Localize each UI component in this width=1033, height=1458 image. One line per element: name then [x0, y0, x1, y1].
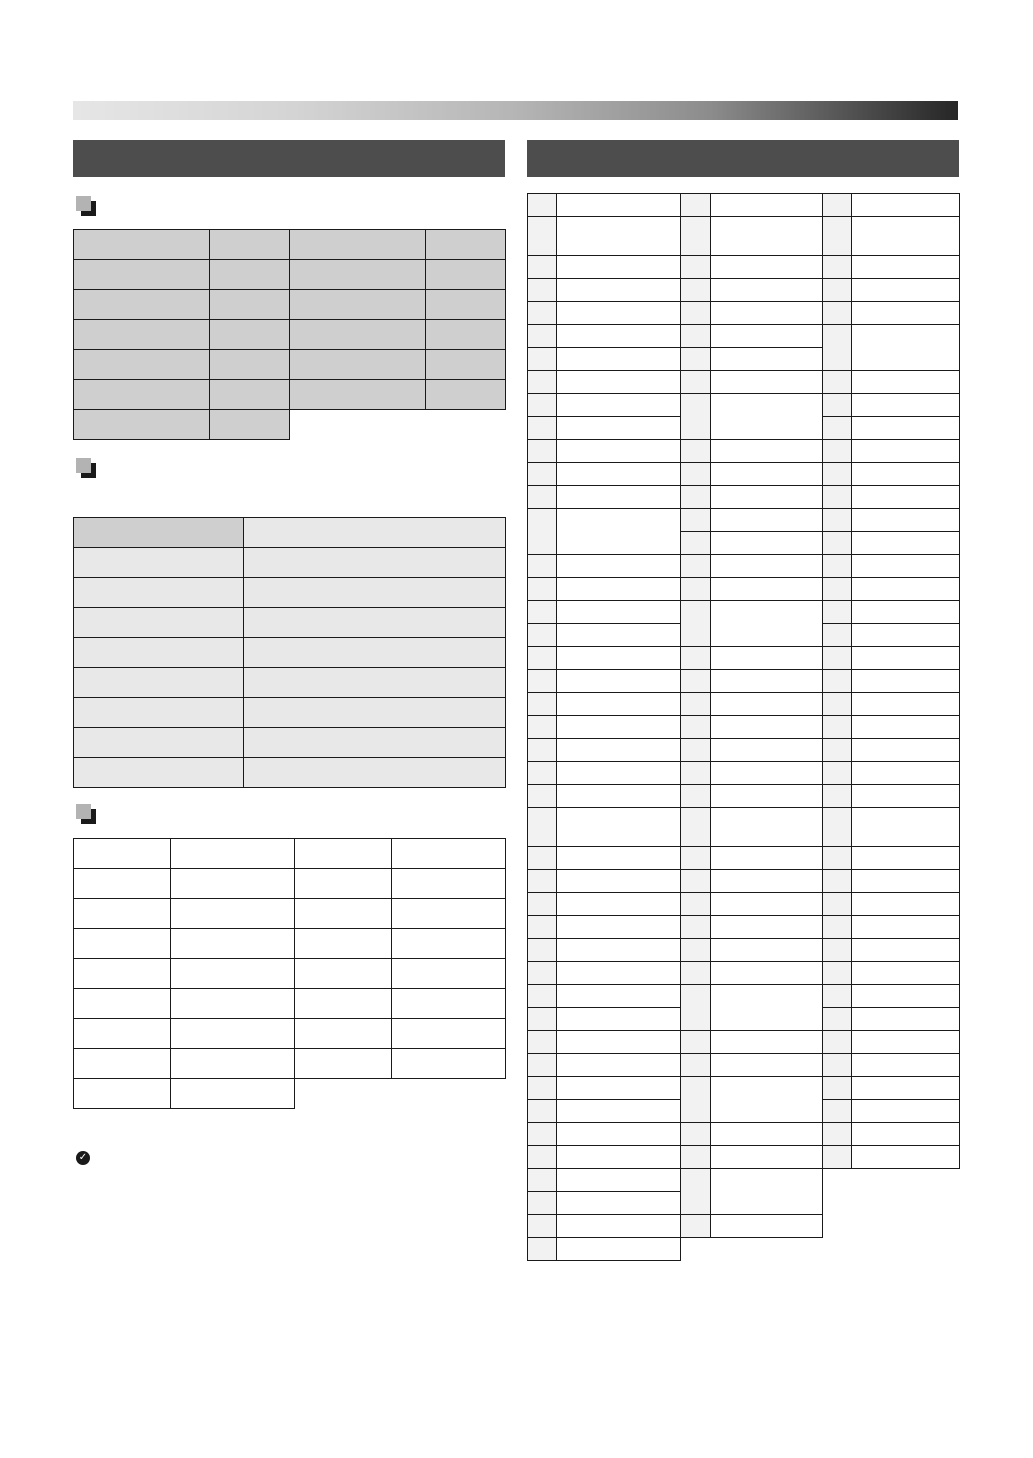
- table-row: [823, 1054, 960, 1077]
- table-row: [823, 1123, 960, 1146]
- right-grid-area: [527, 193, 959, 1260]
- table-row: [681, 1054, 823, 1077]
- table-row: [823, 1146, 960, 1169]
- table-row: [681, 555, 823, 578]
- table-row: [823, 555, 960, 578]
- table-row: [823, 785, 960, 808]
- right-section-header: [527, 140, 959, 177]
- table-2: [73, 517, 506, 788]
- table-row: [823, 601, 960, 624]
- table-row: [681, 578, 823, 601]
- table-row: [528, 555, 681, 578]
- table-row: [528, 870, 681, 893]
- table-row: [823, 808, 960, 847]
- table-row: [74, 899, 506, 929]
- square-bullet-icon: [76, 458, 96, 478]
- table-row: [74, 260, 506, 290]
- table-row: [681, 371, 823, 394]
- table-row: [681, 394, 823, 440]
- table-row: [823, 394, 960, 417]
- table-3: [73, 838, 506, 1109]
- table-row: [823, 693, 960, 716]
- table-row: [74, 1049, 506, 1079]
- table-row: [823, 962, 960, 985]
- table-row: [681, 1123, 823, 1146]
- table-row: [681, 194, 823, 217]
- table-row: [681, 440, 823, 463]
- table-row: [528, 1238, 681, 1261]
- table-row: [528, 962, 681, 985]
- table-row: [528, 762, 681, 785]
- table-row: [823, 916, 960, 939]
- table-row: [528, 394, 681, 417]
- table-row: [681, 870, 823, 893]
- table-row: [823, 486, 960, 509]
- table-row: [681, 1031, 823, 1054]
- table-row: [681, 1146, 823, 1169]
- table-row: [74, 989, 506, 1019]
- table-row: [823, 739, 960, 762]
- table-row: [823, 194, 960, 217]
- table-row: [528, 601, 681, 624]
- table-row: [74, 230, 506, 260]
- table-row: [823, 440, 960, 463]
- table-row: [681, 762, 823, 785]
- table-row: [823, 217, 960, 256]
- table-row: [74, 1019, 506, 1049]
- table-row: [823, 279, 960, 302]
- table-row: [823, 985, 960, 1008]
- table-row: [681, 962, 823, 985]
- table-row: [823, 325, 960, 371]
- table-1: [73, 229, 506, 440]
- table-row: [681, 693, 823, 716]
- table-row: [74, 959, 506, 989]
- table-row: [823, 1100, 960, 1123]
- table-row: [823, 417, 960, 440]
- table-row: [823, 1077, 960, 1100]
- table-row: [528, 486, 681, 509]
- table-row: [528, 893, 681, 916]
- table-row: [681, 486, 823, 509]
- table-row: [528, 693, 681, 716]
- table-row: [74, 320, 506, 350]
- table-row: [528, 217, 681, 256]
- table-row: [681, 808, 823, 847]
- table-row: [823, 847, 960, 870]
- table-row: [681, 302, 823, 325]
- table-row: [823, 578, 960, 601]
- table-row: [74, 1079, 506, 1109]
- table-row: [681, 939, 823, 962]
- table-row: [823, 624, 960, 647]
- table-row: [528, 985, 681, 1008]
- table-row: [528, 1077, 681, 1100]
- table-row: [528, 1169, 681, 1192]
- table-row: [681, 716, 823, 739]
- table-row: [823, 1008, 960, 1031]
- table-row: [74, 929, 506, 959]
- table-row: [681, 348, 823, 371]
- table-row: [528, 1100, 681, 1123]
- table-row: [74, 608, 506, 638]
- table-row: [528, 463, 681, 486]
- table-row: [528, 647, 681, 670]
- table-row: [74, 380, 506, 410]
- table-row: [74, 548, 506, 578]
- table-row: [681, 532, 823, 555]
- table-row: [528, 256, 681, 279]
- table-row: [681, 985, 823, 1031]
- table-row: [528, 417, 681, 440]
- table-row: [823, 762, 960, 785]
- table-row: [823, 256, 960, 279]
- square-bullet-icon: [76, 196, 96, 216]
- table-row: [74, 638, 506, 668]
- checkmark-icon: ✓: [76, 1151, 90, 1165]
- table-row: [681, 325, 823, 348]
- table-row: [74, 518, 506, 548]
- table-row: [681, 217, 823, 256]
- table-row: [681, 893, 823, 916]
- table-row: [823, 870, 960, 893]
- table-row: [74, 668, 506, 698]
- table-row: [528, 1123, 681, 1146]
- table-row: [74, 350, 506, 380]
- table-row: [528, 440, 681, 463]
- code-table-2: [680, 193, 823, 1238]
- top-gradient-bar: [73, 101, 958, 120]
- code-table-1: [527, 193, 681, 1261]
- table-row: [528, 716, 681, 739]
- table-row: [823, 893, 960, 916]
- square-bullet-icon: [76, 804, 96, 824]
- table-row: [74, 728, 506, 758]
- table-row: [528, 847, 681, 870]
- table-row: [528, 624, 681, 647]
- table-row: [823, 1031, 960, 1054]
- table-row: [823, 463, 960, 486]
- table-row: [528, 939, 681, 962]
- table-row: [528, 785, 681, 808]
- table-row: [823, 647, 960, 670]
- table-row: [528, 348, 681, 371]
- table-row: [681, 1215, 823, 1238]
- table-row: [528, 509, 681, 555]
- table-row: [528, 279, 681, 302]
- table-row: [528, 1031, 681, 1054]
- table-row: [681, 463, 823, 486]
- table-row: [681, 509, 823, 532]
- table-row: [528, 325, 681, 348]
- table-row: [823, 371, 960, 394]
- table-row: [74, 578, 506, 608]
- table-row: [681, 1169, 823, 1215]
- table-row: [681, 601, 823, 647]
- table-row: [823, 532, 960, 555]
- table-row: [528, 670, 681, 693]
- code-table-3: [822, 193, 960, 1169]
- table-row: [74, 758, 506, 788]
- left-section-header: [73, 140, 505, 177]
- table-row: [823, 509, 960, 532]
- table-row: [823, 302, 960, 325]
- table-row: [74, 410, 506, 440]
- table-row: [528, 1215, 681, 1238]
- table-row: [528, 302, 681, 325]
- table-row: [528, 194, 681, 217]
- table-row: [528, 1192, 681, 1215]
- table-row: [528, 1008, 681, 1031]
- table-row: [528, 916, 681, 939]
- table-row: [681, 739, 823, 762]
- table-row: [528, 578, 681, 601]
- table-row: [681, 279, 823, 302]
- table-row: [528, 808, 681, 847]
- table-row: [528, 1054, 681, 1077]
- table-row: [681, 1077, 823, 1123]
- table-row: [681, 256, 823, 279]
- table-row: [74, 290, 506, 320]
- table-row: [528, 1146, 681, 1169]
- table-row: [74, 698, 506, 728]
- table-row: [74, 869, 506, 899]
- table-row: [823, 670, 960, 693]
- table-row: [681, 785, 823, 808]
- table-row: [823, 716, 960, 739]
- table-row: [681, 670, 823, 693]
- table-row: [528, 371, 681, 394]
- table-row: [681, 847, 823, 870]
- table-row: [681, 916, 823, 939]
- table-row: [74, 839, 506, 869]
- table-row: [528, 739, 681, 762]
- table-row: [681, 647, 823, 670]
- table-row: [823, 939, 960, 962]
